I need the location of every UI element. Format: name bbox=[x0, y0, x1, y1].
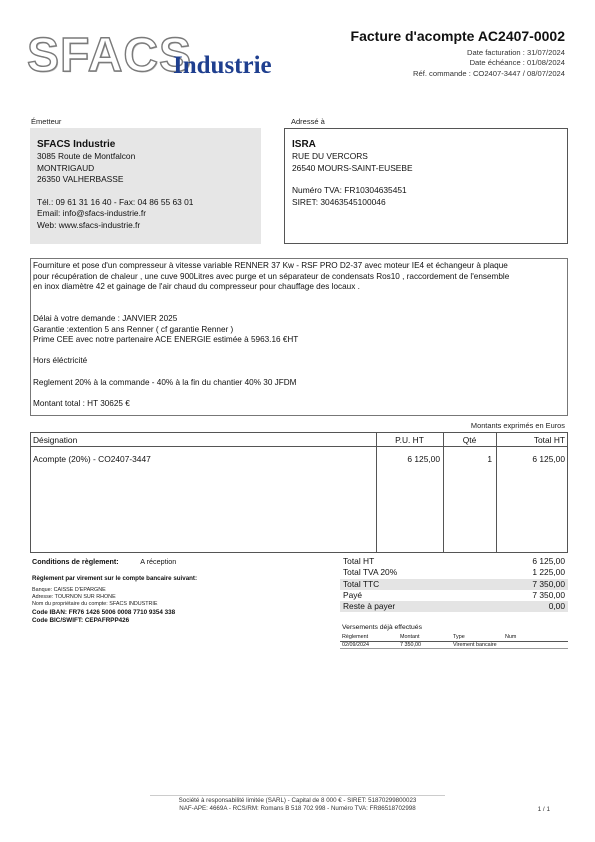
recipient-tva: Numéro TVA: FR10304635451 bbox=[292, 185, 407, 196]
footer-line-2: NAF-APE: 4669A - RCS/RM: Romans B 518 702 998 - Numéro TVA: FR86518702998 bbox=[179, 805, 416, 813]
description-line-1: Fourniture et pose d'un compresseur à vitesse variable RENNER 37 Kw - RSF PRO D2-37 avec moteur IE4 et échangeur à plaque bbox=[33, 261, 508, 270]
paid-row bbox=[340, 590, 568, 601]
recipient-name: ISRA bbox=[292, 139, 316, 150]
payment-type: Virement bancaire bbox=[453, 641, 497, 648]
description-hors: Hors éléctricité bbox=[33, 356, 88, 366]
totals-block bbox=[340, 556, 568, 612]
recipient-address-2: 26540 MOURS-SAINT-EUSEBE bbox=[292, 162, 413, 173]
payment-date: 02/09/2024 bbox=[342, 641, 369, 648]
payment-num bbox=[505, 642, 565, 649]
column-divider bbox=[443, 433, 444, 552]
footer bbox=[0, 797, 595, 814]
payment-row bbox=[340, 642, 568, 650]
header-designation: Désignation bbox=[33, 435, 78, 445]
date-facturation: Date facturation : 31/07/2024 bbox=[467, 48, 565, 57]
total-ttc-label: Total TTC bbox=[343, 578, 380, 589]
header-qte: Qté bbox=[462, 435, 477, 445]
total-tva-label: Total TVA 20% bbox=[343, 567, 398, 578]
sender-address-3: 26350 VALHERBASSE bbox=[37, 174, 124, 185]
total-ttc-value: 7 350,00 bbox=[532, 578, 565, 589]
description-box bbox=[30, 258, 568, 416]
bank-bic: Code BIC/SWIFT: CEPAFRPP426 bbox=[32, 616, 130, 624]
footer-line-1: Société à responsabilité limitée (SARL) - Capital de 8 000 € - SIRET: 51870299800023 bbox=[178, 797, 417, 804]
payments-title: Versements déjà effectués bbox=[342, 624, 422, 631]
conditions-label: Conditions de règlement: bbox=[32, 557, 119, 566]
row-total-ht: 6 125,00 bbox=[532, 454, 565, 464]
invoice-meta bbox=[413, 48, 565, 79]
bank-owner: Nom du propriétaire du compte: SFACS INDUSTRIE bbox=[32, 601, 158, 608]
total-ht-value: 6 125,00 bbox=[532, 556, 565, 566]
sender-tel-fax: Tél.: 09 61 31 16 40 - Fax: 04 86 55 63 01 bbox=[37, 196, 194, 207]
column-divider bbox=[376, 433, 377, 552]
logo-industrie-text: Industrie bbox=[173, 52, 272, 79]
recipient-siret: SIRET: 30463545100046 bbox=[292, 196, 386, 207]
destinataire-label: Adressé à bbox=[291, 117, 325, 126]
sender-email: Email: info@sfacs-industrie.fr bbox=[37, 208, 147, 219]
total-ttc-row bbox=[340, 579, 568, 590]
description-line-3: en inox diamètre 42 et gainage de l'air chaud du compresseur pour chauffage des locaux . bbox=[33, 282, 360, 292]
sender-address-1: 3085 Route de Montfalcon bbox=[37, 151, 136, 161]
page-number: 1 / 1 bbox=[537, 806, 550, 813]
ref-commande: Réf. commande : CO2407-3447 / 08/07/2024 bbox=[413, 68, 565, 78]
total-ht-row bbox=[340, 556, 568, 567]
sender-name: SFACS Industrie bbox=[37, 139, 116, 150]
total-tva-row bbox=[340, 567, 568, 578]
row-pu-ht: 6 125,00 bbox=[407, 454, 440, 464]
row-designation: Acompte (20%) - CO2407-3447 bbox=[33, 454, 151, 464]
payments-table bbox=[340, 634, 568, 649]
description-delai: Délai à votre demande : JANVIER 2025 bbox=[33, 313, 178, 323]
header-total-ht: Total HT bbox=[533, 435, 565, 445]
description-line-2: pour récupération de chaleur , une cuve 900Litres avec purge et un séparateur de condensats Ros10 , raccordement de l'ensemble bbox=[33, 271, 510, 281]
payments-header-num: Num bbox=[505, 634, 517, 640]
description-garantie: Garantie :extention 5 ans Renner ( cf garantie Renner ) bbox=[33, 324, 234, 334]
description-montant: Montant total : HT 30625 € bbox=[33, 398, 130, 408]
currency-note: Montants exprimés en Euros bbox=[470, 421, 565, 430]
bank-details bbox=[32, 587, 175, 625]
total-tva-value: 1 225,00 bbox=[532, 567, 565, 578]
recipient-address-1: RUE DU VERCORS bbox=[292, 151, 368, 161]
column-divider bbox=[496, 433, 497, 552]
row-qte: 1 bbox=[487, 454, 492, 464]
remaining-row bbox=[340, 601, 568, 612]
bank-title: Règlement par virement sur le compte bancaire suivant: bbox=[32, 575, 198, 582]
payment-conditions bbox=[32, 557, 176, 566]
payments-header-reglement: Règlement bbox=[342, 634, 369, 640]
payments-header-row bbox=[340, 634, 568, 642]
payments-header-montant: Montant bbox=[400, 634, 420, 640]
sender-address-2: MONTRIGAUD bbox=[37, 162, 95, 173]
payments-header-type: Type bbox=[453, 634, 465, 640]
sender-box bbox=[30, 128, 261, 244]
paid-label: Payé bbox=[343, 589, 363, 600]
date-echeance: Date échéance : 01/08/2024 bbox=[469, 58, 565, 68]
bank-name: Banque: CAISSE D'EPARGNE bbox=[32, 587, 106, 593]
bank-address: Adresse: TOURNON SUR RHONE bbox=[32, 594, 116, 601]
invoice-lines-table bbox=[30, 432, 568, 553]
logo-sfacs-text: SFACS bbox=[27, 29, 193, 82]
conditions-value: A réception bbox=[140, 557, 177, 566]
remaining-value: 0,00 bbox=[548, 601, 565, 612]
paid-value: 7 350,00 bbox=[532, 589, 565, 600]
sender-web: Web: www.sfacs-industrie.fr bbox=[37, 219, 141, 230]
invoice-title: Facture d'acompte AC2407-0002 bbox=[350, 28, 565, 44]
recipient-box bbox=[284, 128, 568, 244]
description-prime: Prime CEE avec notre partenaire ACE ENERGIE estimée à 5963.16 €HT bbox=[33, 335, 299, 345]
description-reglement: Reglement 20% à la commande - 40% à la fin du chantier 40% 30 JFDM bbox=[33, 377, 297, 387]
header-pu-ht: P.U. HT bbox=[395, 435, 424, 445]
company-logo bbox=[27, 26, 287, 88]
footer-divider bbox=[150, 795, 445, 796]
remaining-label: Reste à payer bbox=[343, 601, 396, 612]
bank-iban: Code IBAN: FR76 1426 5006 0008 7710 9354 338 bbox=[32, 608, 176, 616]
payment-amount: 7 350,00 bbox=[400, 641, 421, 648]
emetteur-label: Émetteur bbox=[31, 117, 62, 126]
total-ht-label: Total HT bbox=[343, 556, 375, 566]
